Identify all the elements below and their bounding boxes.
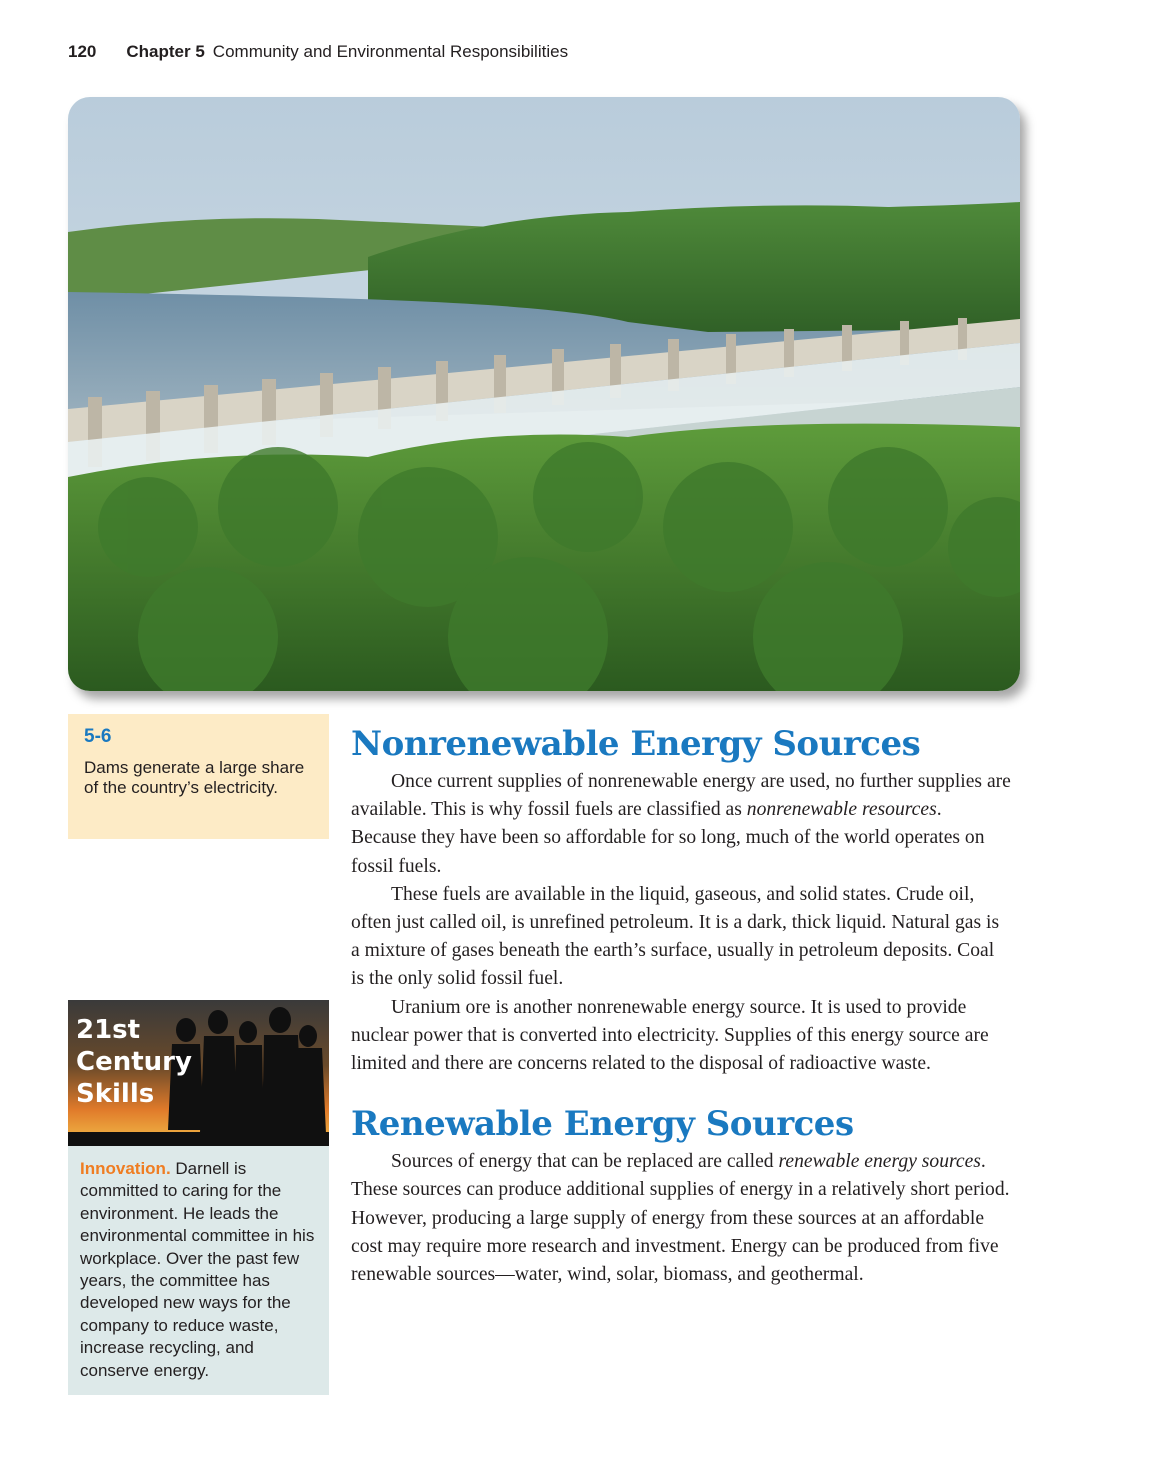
chapter-title: Community and Environmental Responsibilities	[212, 42, 569, 61]
page-number: 120	[68, 42, 97, 61]
figure-caption	[68, 714, 329, 839]
paragraph: These fuels are available in the liquid, gaseous, and solid states. Crude oil, often just called oil, is unrefined petroleum. It is a dark, thick liquid. Natural gas is a mixture of gases beneath the earth’s surface, usually in petroleum deposits. Coal is the only solid fossil fuel.	[351, 883, 1000, 990]
figure-number: 5-6	[84, 726, 112, 747]
section-heading-renewable: Renewable Energy Sources	[351, 1104, 854, 1145]
dam-photo	[68, 97, 1020, 691]
skills-sidebar	[68, 1000, 329, 1395]
21st-century-skills-logo	[68, 1000, 329, 1146]
running-header	[68, 42, 568, 62]
logo-line-3: Skills	[76, 1079, 155, 1109]
logo-line-1: 21st	[76, 1015, 141, 1045]
dam-illustration	[68, 97, 1020, 691]
skills-body: Darnell is committed to caring for the environment. He leads the environmental committee in his workplace. Over the past few years, the committee has developed new ways for the company to reduce waste, increase recycling, and conserve energy.	[80, 1159, 315, 1380]
caption-text: Dams generate a large share of the country’s electricity.	[84, 758, 305, 797]
paragraph: Once current supplies of nonrenewable energy are used, no further supplies are available. This is why fossil fuels are classified as nonrenewable resources. Because they have been so affordable for so long, much of the world operates on fossil fuels.	[351, 771, 1011, 877]
paragraph: Uranium ore is another nonrenewable energy source. It is used to provide nuclear power that is converted into electricity. Supplies of this energy source are limited and there are concerns related to the disposal of radioactive waste.	[351, 996, 989, 1075]
logo-line-2: Century	[76, 1047, 192, 1077]
main-text	[351, 720, 1011, 1289]
skills-text	[68, 1146, 329, 1382]
skills-lead: Innovation.	[80, 1159, 171, 1178]
paragraph: Sources of energy that can be replaced are called renewable energy sources. These sources can produce additional supplies of energy in a relatively short period. However, producing a large supply of energy from these sources at an affordable cost may require more research and investment. Energy can be produced from five renewable sources—water, wind, solar, biomass, and geothermal.	[351, 1151, 1010, 1286]
chapter-label: Chapter 5	[126, 42, 205, 61]
section-heading-nonrenewable: Nonrenewable Energy Sources	[351, 724, 921, 764]
